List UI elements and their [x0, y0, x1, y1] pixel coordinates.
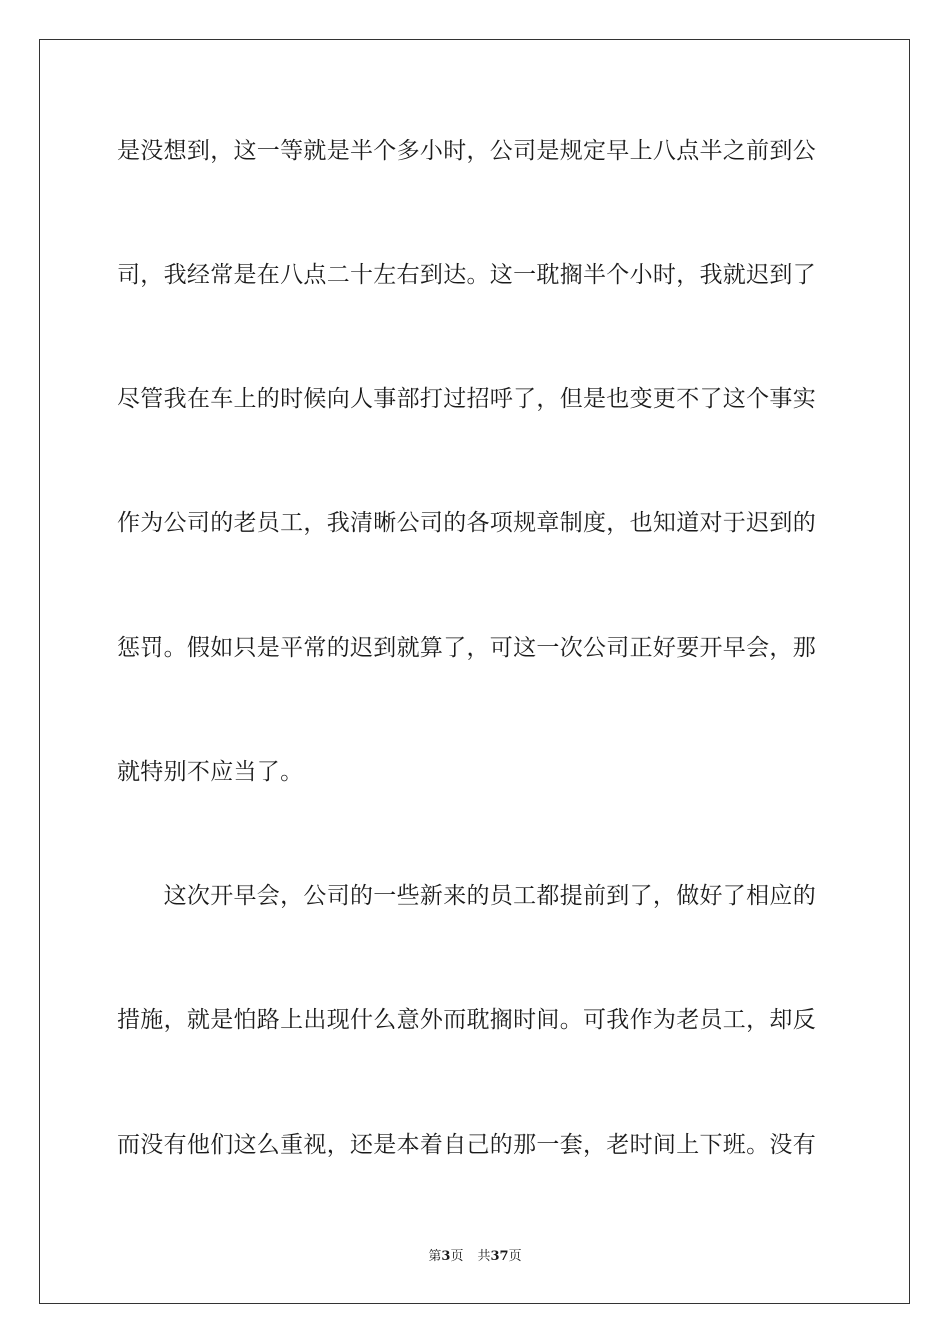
- page-suffix: 页: [450, 1249, 464, 1264]
- page-number: 3: [441, 1249, 451, 1264]
- body-line-7: 这次开早会，公司的一些新来的员工都提前到了，做好了相应的: [117, 883, 816, 909]
- total-pages: 37: [490, 1249, 509, 1264]
- body-line-3: 尽管我在车上的时候向人事部打过招呼了，但是也变更不了这个事实: [117, 386, 816, 412]
- body-line-2: 司，我经常是在八点二十左右到达。这一耽搁半个小时，我就迟到了: [117, 262, 816, 288]
- page-prefix: 第: [428, 1249, 442, 1264]
- total-prefix: 共: [477, 1249, 491, 1264]
- total-suffix: 页: [508, 1249, 522, 1264]
- body-line-4: 作为公司的老员工，我清晰公司的各项规章制度，也知道对于迟到的: [117, 510, 816, 536]
- body-line-9: 而没有他们这么重视，还是本着自己的那一套，老时间上下班。没有: [117, 1132, 816, 1158]
- page-frame: [39, 39, 910, 1304]
- body-line-1: 是没想到，这一等就是半个多小时，公司是规定早上八点半之前到公: [117, 138, 816, 164]
- body-line-6: 就特别不应当了。: [117, 759, 304, 785]
- body-line-5: 惩罚。假如只是平常的迟到就算了，可这一次公司正好要开早会，那: [117, 635, 816, 661]
- page-footer: [0, 1248, 950, 1266]
- body-line-8: 措施，就是怕路上出现什么意外而耽搁时间。可我作为老员工，却反: [117, 1007, 816, 1033]
